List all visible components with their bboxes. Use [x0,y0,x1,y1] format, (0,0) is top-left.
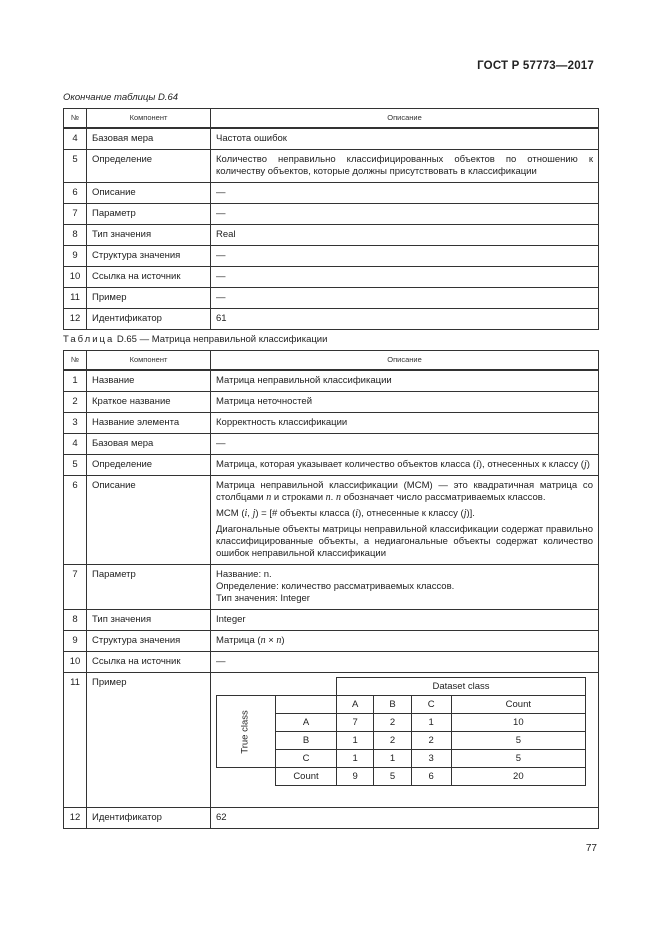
row-description: Матрица неточностей [211,392,599,413]
table-row [64,476,599,565]
table-row [64,150,599,183]
page-number: 77 [585,843,597,854]
column-header-component: Компонент [87,351,211,371]
table-header-row [64,109,599,129]
row-description [211,673,599,808]
table-row [64,455,599,476]
row-description: Количество неправильно классифицированных объектов по отношению к количеству объектов, которые должны присутствовать в классификации [211,150,599,183]
confusion-matrix [216,677,586,786]
row-description: — [211,652,599,673]
matrix-cell: 2 [374,714,411,732]
definition-text: Матрица, которая указывает количество объектов класса ( [216,459,477,470]
caption-prefix: Таблица [63,334,115,345]
table-row [64,225,599,246]
matrix-cell: 6 [411,768,451,786]
row-component: Пример [87,673,211,808]
matrix-row-label: A [276,714,337,732]
row-number: 5 [64,150,87,183]
matrix-cell: 1 [411,714,451,732]
description-text: Матрица неправильной классификации (MCM) — это квадратичная матрица со столбцами [216,480,593,503]
matrix-row [217,768,586,786]
table-row [64,370,599,392]
row-component: Определение [87,455,211,476]
row-component: Ссылка на источник [87,267,211,288]
row-number: 5 [64,455,87,476]
var-j: j [583,459,587,470]
row-description: — [211,183,599,204]
row-description: Матрица неправильной классификации [211,370,599,392]
matrix-col-header: C [411,696,451,714]
column-header-description: Описание [211,109,599,129]
matrix-header-row [217,678,586,696]
formula-paragraph [216,508,593,520]
var-j: j [463,508,467,519]
row-component: Идентификатор [87,808,211,829]
table-row [64,246,599,267]
row-number: 3 [64,413,87,434]
document-header: ГОСТ Р 57773—2017 [477,60,594,72]
row-number: 11 [64,288,87,309]
row-description: Корректность классификации [211,413,599,434]
row-component: Определение [87,150,211,183]
matrix-cell: 1 [337,732,374,750]
row-component: Название [87,370,211,392]
table-row [64,288,599,309]
true-class-label: True class [240,709,251,754]
matrix-row-label: B [276,732,337,750]
row-number: 9 [64,631,87,652]
table-d65-caption [63,334,327,345]
table-row [64,413,599,434]
row-component: Описание [87,476,211,565]
table-header-row [64,351,599,371]
table-row [64,631,599,652]
matrix-cell: 20 [451,768,585,786]
matrix-cell: 2 [411,732,451,750]
column-header-number: № [64,351,87,371]
table-row [64,309,599,330]
matrix-cell: 5 [451,732,585,750]
description-paragraph: Диагональные объекты матрицы неправильной классификации содержат правильно классифицированные объекты, а недиагональные объекты содержат количество ошибок неправильной классификации [216,524,593,559]
row-number: 8 [64,225,87,246]
row-component: Базовая мера [87,434,211,455]
table-row [64,392,599,413]
row-description [211,565,599,610]
row-description [211,455,599,476]
row-description: Real [211,225,599,246]
formula-text: MCM ( [216,508,245,519]
row-number: 2 [64,392,87,413]
column-header-component: Компонент [87,109,211,129]
matrix-col-header: A [337,696,374,714]
matrix-cell: 5 [451,750,585,768]
table-d64 [63,108,599,330]
formula-text: )]. [466,508,475,519]
row-component: Идентификатор [87,309,211,330]
true-class-label-cell [217,696,276,768]
var-n: n [325,492,331,503]
matrix-cell: 10 [451,714,585,732]
table-row [64,808,599,829]
formula-text: ) = [# объекты класса ( [255,508,356,519]
row-component: Структура значения [87,631,211,652]
parameter-line: Определение: количество рассматриваемых классов. [216,581,455,592]
parameter-line: Название: n. [216,569,272,580]
row-number: 11 [64,673,87,808]
row-description: Частота ошибок [211,128,599,150]
definition-text: ), отнесенных к классу ( [478,459,584,470]
row-description: — [211,246,599,267]
matrix-cell: 1 [374,750,411,768]
row-component: Ссылка на источник [87,652,211,673]
structure-text: ) [281,635,285,646]
table-row [64,267,599,288]
row-number: 4 [64,128,87,150]
times-sign: × [265,635,277,646]
description-text: обозначает число рассматриваемых классов. [340,492,546,503]
table-row [64,565,599,610]
description-text: . [330,492,336,503]
matrix-row-label: Count [276,768,337,786]
row-number: 6 [64,183,87,204]
table-row [64,673,599,808]
matrix-cell: 9 [337,768,374,786]
parameter-line: Тип значения: Integer [216,593,310,604]
table-row [64,610,599,631]
formula-text: ), отнесенные к классу ( [358,508,464,519]
row-number: 9 [64,246,87,267]
matrix-cell: 5 [374,768,411,786]
row-component: Базовая мера [87,128,211,150]
example-container [216,677,593,801]
var-n: n [276,635,282,646]
table-row [64,652,599,673]
row-number: 7 [64,204,87,225]
description-paragraph [216,480,593,504]
var-n: n [266,492,272,503]
matrix-empty-cell [276,696,337,714]
row-number: 1 [64,370,87,392]
column-header-description: Описание [211,351,599,371]
row-component: Название элемента [87,413,211,434]
description-text: и строками [271,492,326,503]
var-i: i [355,508,359,519]
definition-text: ) [586,459,590,470]
column-header-number: № [64,109,87,129]
matrix-cell: 7 [337,714,374,732]
row-description: Integer [211,610,599,631]
row-number: 12 [64,808,87,829]
var-i: i [244,508,248,519]
row-component: Структура значения [87,246,211,267]
matrix-col-header: B [374,696,411,714]
caption-title: D.65 — Матрица неправильной классификации [114,334,328,345]
row-component: Пример [87,288,211,309]
var-j: j [252,508,256,519]
row-description: — [211,288,599,309]
table-row [64,434,599,455]
matrix-cell: 1 [337,750,374,768]
row-component: Тип значения [87,610,211,631]
matrix-row-label: C [276,750,337,768]
row-component: Описание [87,183,211,204]
row-component: Тип значения [87,225,211,246]
row-number: 8 [64,610,87,631]
dataset-class-label: Dataset class [337,678,586,696]
matrix-header-row [217,696,586,714]
row-component: Параметр [87,204,211,225]
var-n: n [335,492,341,503]
row-number: 6 [64,476,87,565]
row-number: 12 [64,309,87,330]
formula-text: , [247,508,253,519]
row-description: — [211,204,599,225]
table-row [64,204,599,225]
matrix-corner [217,678,337,696]
matrix-cell: 2 [374,732,411,750]
structure-text: Матрица ( [216,635,261,646]
row-description: — [211,267,599,288]
var-n: n [260,635,266,646]
row-description: 62 [211,808,599,829]
row-component: Краткое название [87,392,211,413]
row-component: Параметр [87,565,211,610]
var-i: i [476,459,479,470]
table-row [64,128,599,150]
table-row [64,183,599,204]
row-number: 10 [64,267,87,288]
matrix-cell: 3 [411,750,451,768]
table-d64-caption: Окончание таблицы D.64 [63,92,179,103]
row-description [211,631,599,652]
row-description: 61 [211,309,599,330]
row-number: 10 [64,652,87,673]
matrix-col-header: Count [451,696,585,714]
row-number: 7 [64,565,87,610]
table-d65 [63,350,599,829]
row-description [211,476,599,565]
matrix-blank-cell [217,768,276,786]
row-description: — [211,434,599,455]
row-number: 4 [64,434,87,455]
